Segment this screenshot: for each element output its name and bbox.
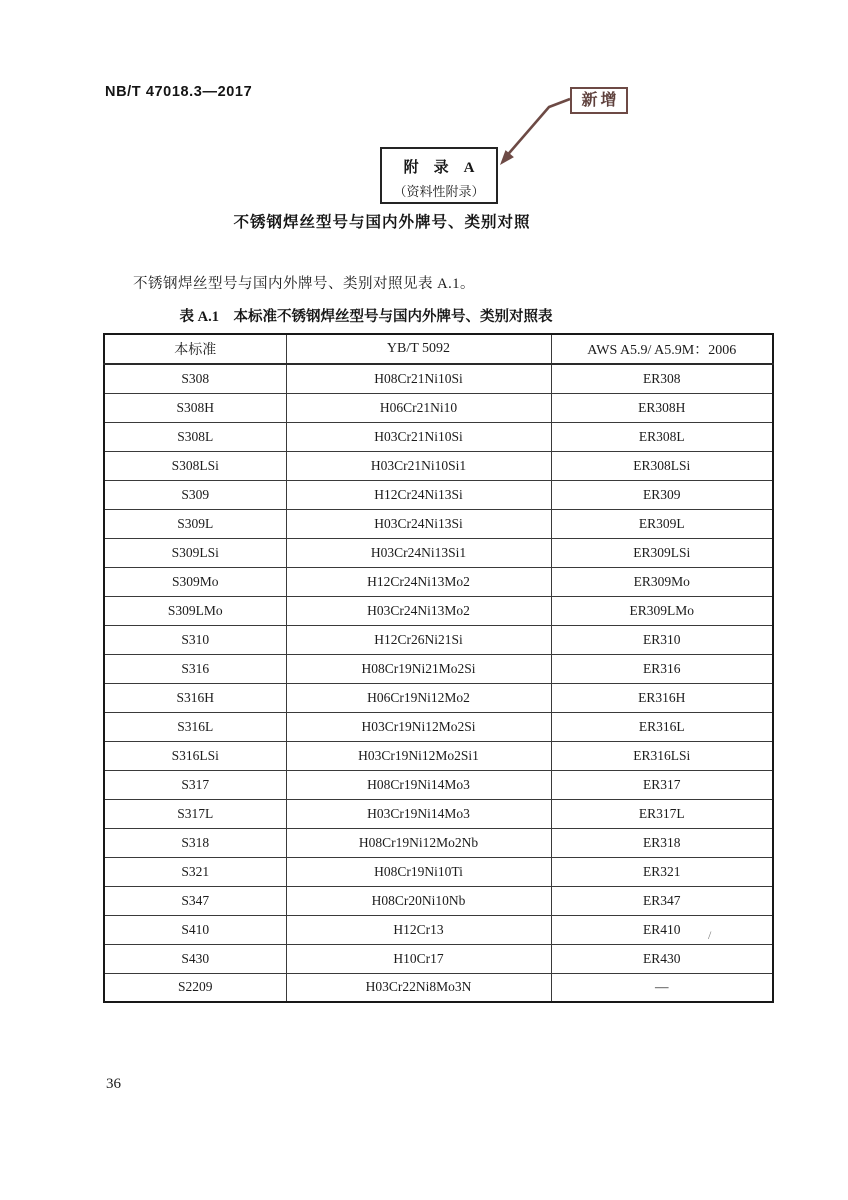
comparison-table [103,333,774,1003]
table-cell: ER318 [551,828,773,857]
appendix-note: （资料性附录） [393,184,485,199]
table-cell: ER308H [551,393,773,422]
annotation-arrow-icon [488,88,580,176]
table-cell: S321 [104,857,286,886]
intro-text: 不锈钢焊丝型号与国内外牌号、类别对照见表 A.1。 [133,276,475,292]
table-cell: ER316LSi [551,741,773,770]
table-row [104,480,773,509]
table-cell: S308 [104,364,286,393]
table-cell: H08Cr20Ni10Nb [286,886,551,915]
appendix-subtitle: 不锈钢焊丝型号与国内外牌号、类别对照 [233,214,531,231]
table-cell: ER316H [551,683,773,712]
table-row [104,741,773,770]
table-row [104,915,773,944]
table-caption: 表 A.1 本标准不锈钢焊丝型号与国内外牌号、类别对照表 [179,309,553,325]
table-cell: ER316L [551,712,773,741]
table-cell: H03Cr24Ni13Mo2 [286,596,551,625]
table-cell: S2209 [104,973,286,1002]
table-cell: ER309LMo [551,596,773,625]
table-cell: ER308 [551,364,773,393]
table-cell: H06Cr19Ni12Mo2 [286,683,551,712]
table-cell: H08Cr19Ni12Mo2Nb [286,828,551,857]
table-cell: ER317L [551,799,773,828]
appendix-heading: 附 录 A [403,160,475,176]
table-cell: S309L [104,509,286,538]
table-cell: H03Cr19Ni14Mo3 [286,799,551,828]
table-cell: ER347 [551,886,773,915]
table-cell: H10Cr17 [286,944,551,973]
column-header-ybt: YB/T 5092 [286,334,551,364]
table-cell: ER309LSi [551,538,773,567]
table-cell: H03Cr24Ni13Si [286,509,551,538]
table-cell: S317 [104,770,286,799]
new-addition-stamp: 新增 [570,87,628,114]
table-cell: H12Cr13 [286,915,551,944]
table-row [104,654,773,683]
table-row [104,393,773,422]
table-row [104,857,773,886]
table-row [104,625,773,654]
appendix-heading-box [380,147,498,204]
table-cell: ER410 [551,915,773,944]
table-cell: ER309L [551,509,773,538]
table-cell: H12Cr24Ni13Si [286,480,551,509]
table-row [104,828,773,857]
table-row [104,770,773,799]
table-cell: H08Cr19Ni21Mo2Si [286,654,551,683]
table-cell: ER308L [551,422,773,451]
table-row [104,596,773,625]
table-cell: S318 [104,828,286,857]
table-cell: ER321 [551,857,773,886]
table-cell: ER430 [551,944,773,973]
table-cell: H08Cr21Ni10Si [286,364,551,393]
table-cell: H03Cr21Ni10Si [286,422,551,451]
table-row [104,509,773,538]
table-row [104,364,773,393]
table-cell: H03Cr19Ni12Mo2Si [286,712,551,741]
table-cell: S317L [104,799,286,828]
table-row [104,538,773,567]
table-cell: S316L [104,712,286,741]
column-header-aws: AWS A5.9/ A5.9M：2006 [551,334,773,364]
table-cell: H08Cr19Ni14Mo3 [286,770,551,799]
table-row [104,451,773,480]
table-cell: S308H [104,393,286,422]
table-cell: S309LSi [104,538,286,567]
table-cell: H08Cr19Ni10Ti [286,857,551,886]
table-header-row [104,334,773,364]
table-cell: S309 [104,480,286,509]
table-cell: S309LMo [104,596,286,625]
table-cell: S316LSi [104,741,286,770]
table-row [104,799,773,828]
table-cell: H03Cr19Ni12Mo2Si1 [286,741,551,770]
column-header-standard: 本标准 [104,334,286,364]
table-cell: H03Cr21Ni10Si1 [286,451,551,480]
table-row [104,422,773,451]
table-row [104,683,773,712]
table-cell: S308LSi [104,451,286,480]
table-cell: ER316 [551,654,773,683]
table-cell: H03Cr22Ni8Mo3N [286,973,551,1002]
table-row [104,973,773,1002]
table-row [104,944,773,973]
table-cell: S310 [104,625,286,654]
table-cell: ER309Mo [551,567,773,596]
table-cell: ER309 [551,480,773,509]
table-row [104,886,773,915]
table-cell: S430 [104,944,286,973]
table-cell: ER308LSi [551,451,773,480]
table-cell: H12Cr24Ni13Mo2 [286,567,551,596]
table-cell: ER317 [551,770,773,799]
page-number: 36 [106,1076,121,1092]
table-cell: H12Cr26Ni21Si [286,625,551,654]
standard-number: NB/T 47018.3—2017 [105,84,253,100]
table-cell: S316 [104,654,286,683]
table-cell: S347 [104,886,286,915]
table-row [104,712,773,741]
table-cell: H06Cr21Ni10 [286,393,551,422]
table-cell: S308L [104,422,286,451]
scan-artifact: / [708,928,712,942]
table-cell: — [551,973,773,1002]
table-cell: ER310 [551,625,773,654]
table-cell: S309Mo [104,567,286,596]
table-cell: S316H [104,683,286,712]
comparison-table-body [104,364,773,1002]
table-cell: S410 [104,915,286,944]
table-cell: H03Cr24Ni13Si1 [286,538,551,567]
table-row [104,567,773,596]
